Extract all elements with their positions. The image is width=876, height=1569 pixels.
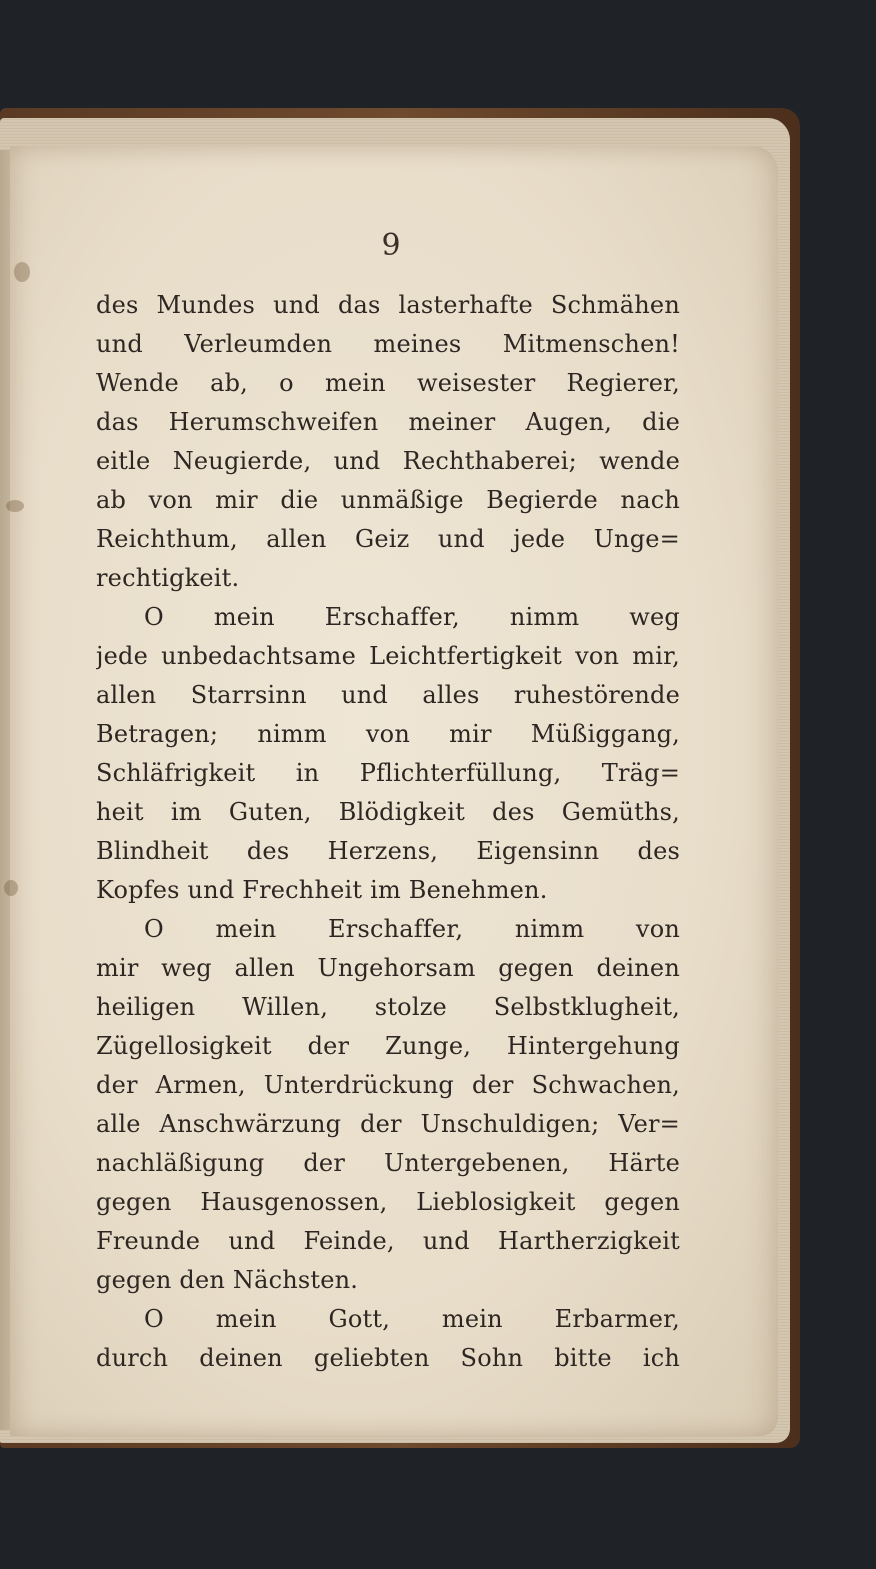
text-line: O mein Erschaffer, nimm weg	[144, 603, 680, 631]
body-text	[96, 286, 680, 1378]
text-line: Schläfrigkeit in Pflichterfüllung, Träg=	[96, 759, 680, 787]
text-line: Wende ab, o mein weisester Regierer,	[96, 369, 680, 397]
text-line: das Herumschweifen meiner Augen, die	[96, 408, 680, 436]
text-line: Kopfes und Frechheit im Benehmen.	[96, 876, 548, 904]
text-line: des Mundes und das lasterhafte Schmähen	[96, 291, 680, 319]
text-line: heit im Guten, Blödigkeit des Gemüths,	[96, 798, 680, 826]
text-line: ab von mir die unmäßige Begierde nach	[96, 486, 680, 514]
text-line: jede unbedachtsame Leichtfertigkeit von mir,	[96, 642, 680, 670]
text-line: gegen Hausgenossen, Lieblosigkeit gegen	[96, 1188, 680, 1216]
text-line: Zügellosigkeit der Zunge, Hintergehung	[96, 1032, 680, 1060]
text-line: Blindheit des Herzens, Eigensinn des	[96, 837, 680, 865]
text-line: der Armen, Unterdrückung der Schwachen,	[96, 1071, 680, 1099]
text-line: gegen den Nächsten.	[96, 1266, 359, 1294]
text-line: Reichthum, allen Geiz und jede Unge=	[96, 525, 680, 553]
text-line: O mein Erschaffer, nimm von	[144, 915, 680, 943]
text-line: und Verleumden meines Mitmenschen!	[96, 330, 680, 358]
text-line: alle Anschwärzung der Unschuldigen; Ver=	[96, 1110, 680, 1138]
text-line: Betragen; nimm von mir Müßiggang,	[96, 720, 680, 748]
text-line: allen Starrsinn und alles ruhestörende	[96, 681, 680, 709]
text-line: eitle Neugierde, und Rechthaberei; wende	[96, 447, 680, 475]
text-line: heiligen Willen, stolze Selbstklugheit,	[96, 993, 680, 1021]
stain	[4, 880, 18, 896]
page-number: 9	[381, 228, 401, 263]
text-line: Freunde und Feinde, und Hartherzigkeit	[96, 1227, 680, 1255]
stain	[6, 500, 24, 512]
stain	[14, 262, 30, 282]
text-line: rechtigkeit.	[96, 564, 240, 592]
text-line: mir weg allen Ungehorsam gegen deinen	[96, 954, 680, 982]
text-line: nachläßigung der Untergebenen, Härte	[96, 1149, 680, 1177]
text-line: durch deinen geliebten Sohn bitte ich	[96, 1344, 680, 1372]
text-line: O mein Gott, mein Erbarmer,	[144, 1305, 680, 1333]
